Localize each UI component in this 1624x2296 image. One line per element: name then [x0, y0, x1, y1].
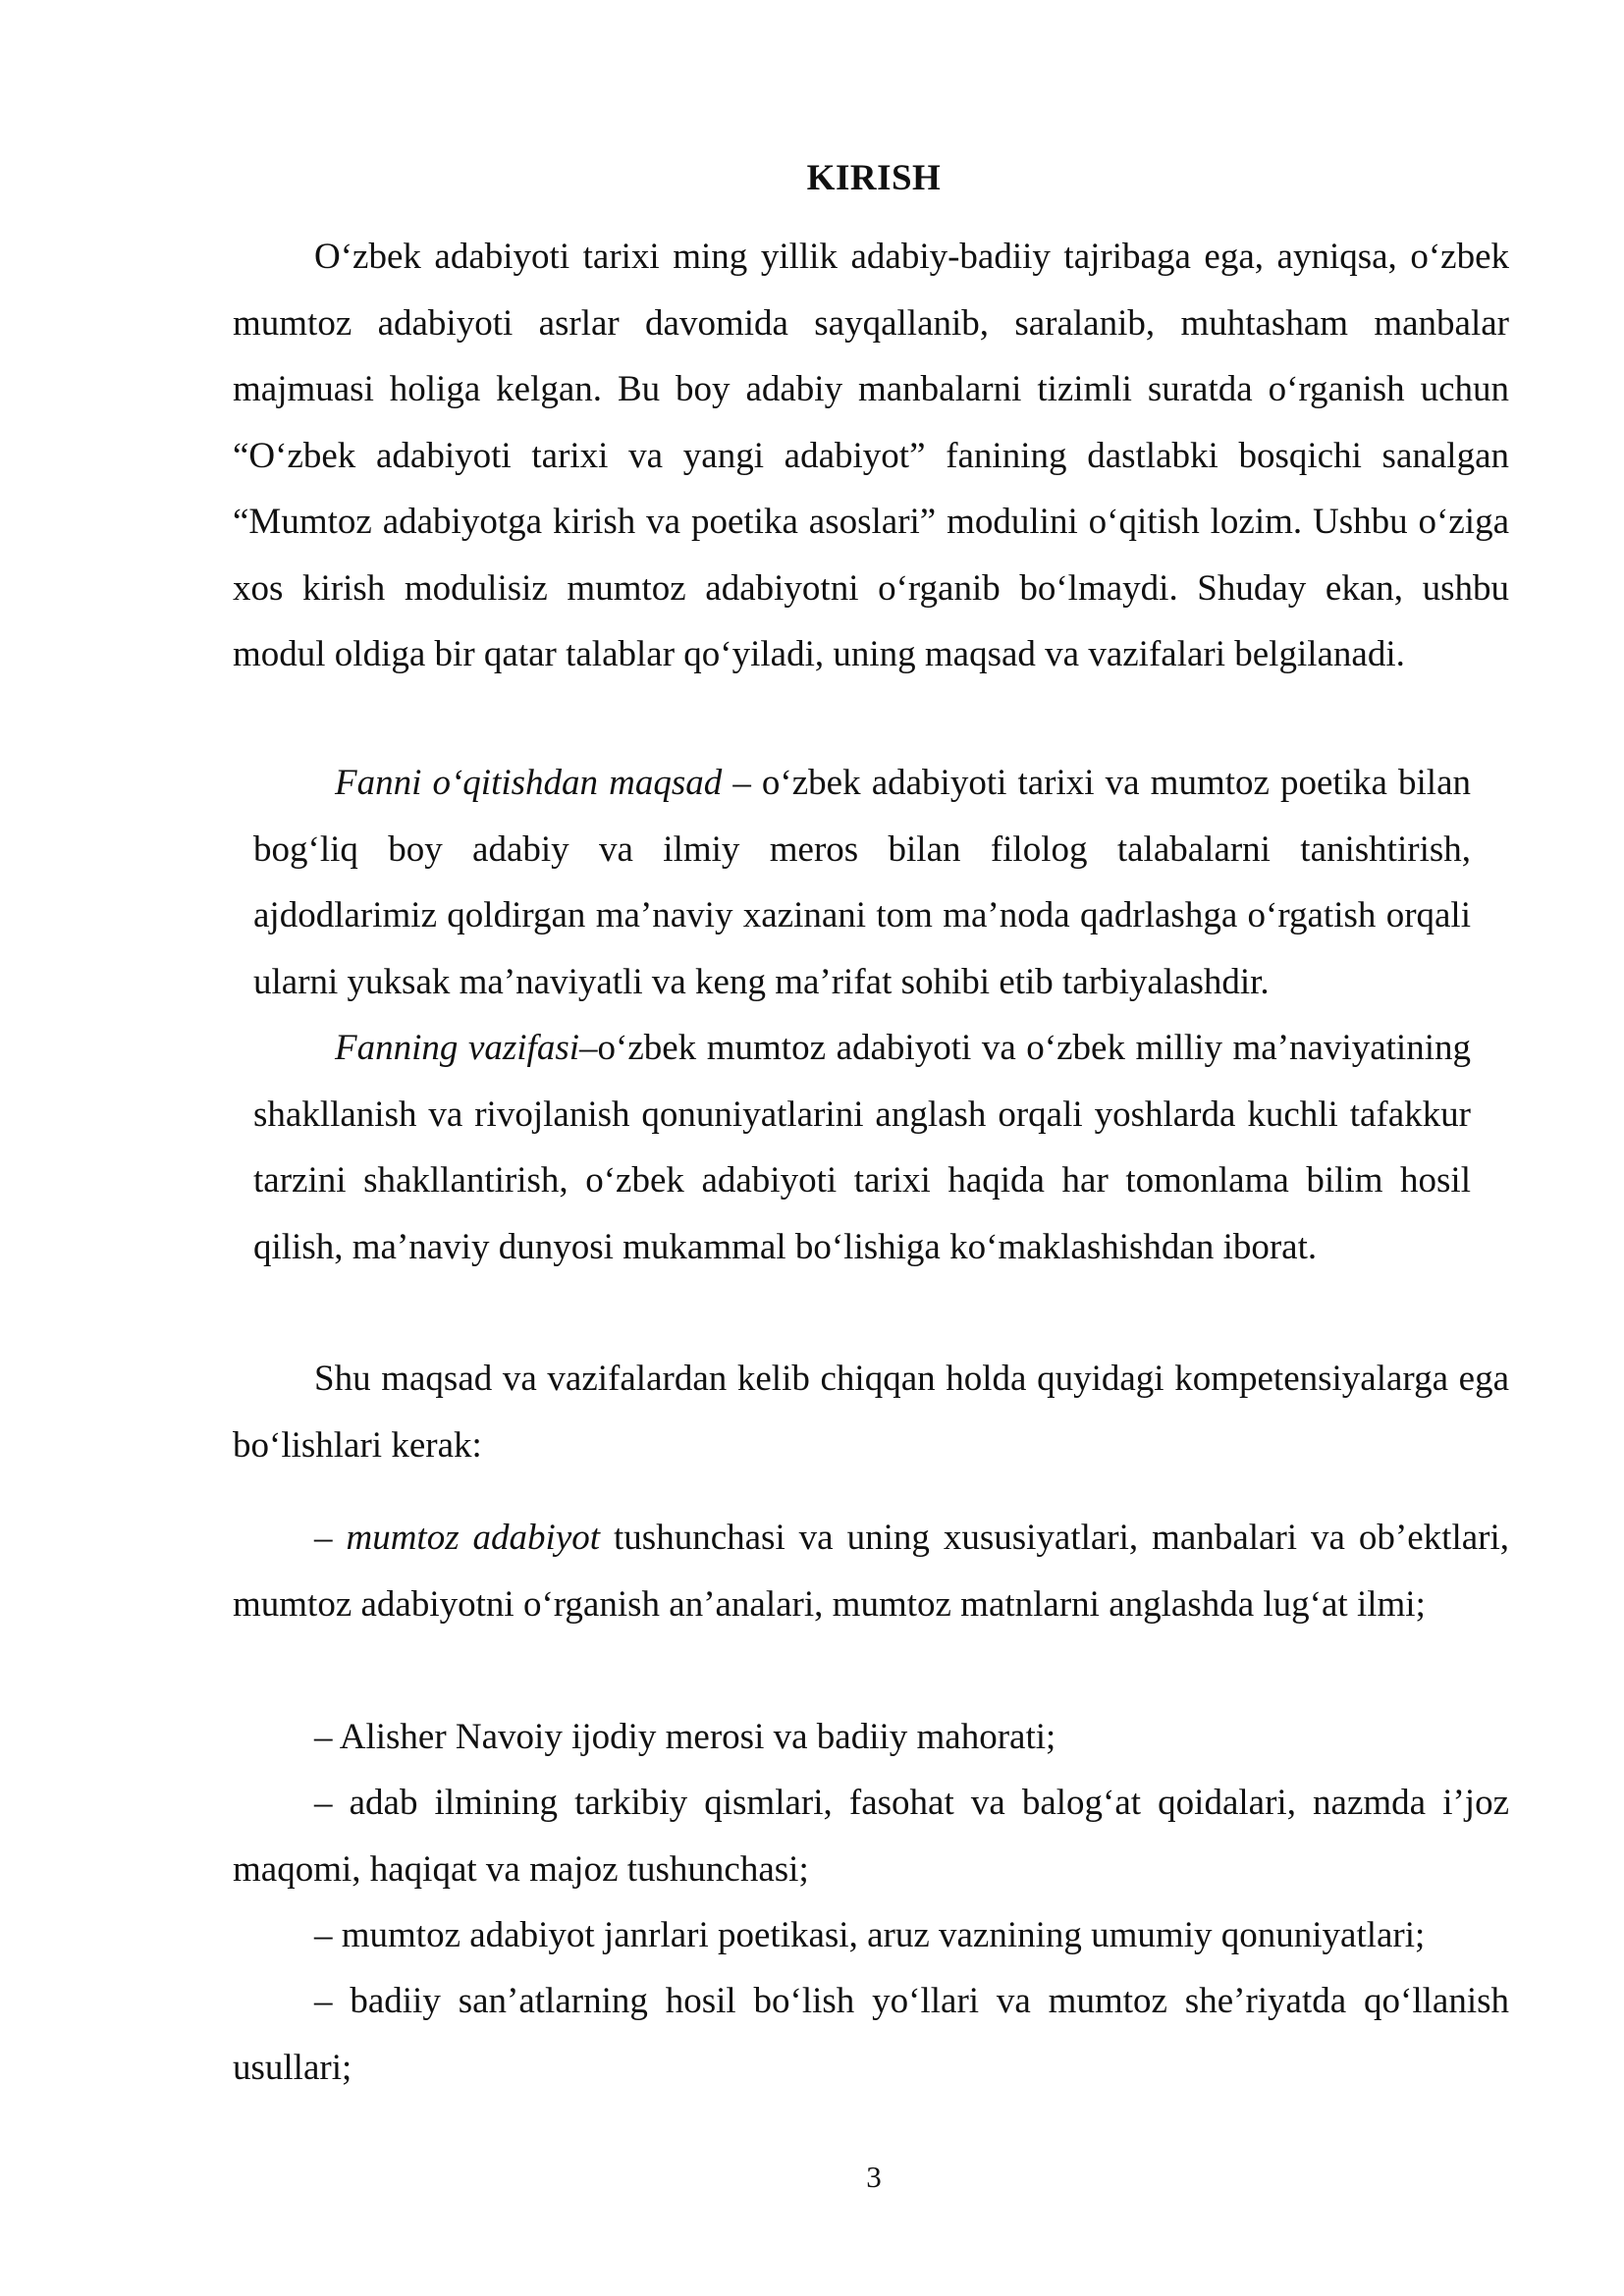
task-paragraph [253, 1015, 1471, 1280]
list-item-text: adab ilmining tarkibiy qismlari, fasohat va balog‘at qoidalari, nazmda i’joz maqomi, haqiqat va majoz tushunchasi; [233, 1783, 1510, 1890]
list-item [233, 1770, 1509, 1902]
list-item-text: Alisher Navoiy ijodiy merosi va badiiy mahorati; [339, 1717, 1056, 1757]
goal-term: Fanni o‘qitishdan maqsad [335, 763, 723, 803]
list-dash: – [314, 1783, 350, 1823]
list-item [233, 1704, 1509, 1771]
list-dash: – [314, 1981, 351, 2021]
page-number: 3 [866, 2160, 882, 2194]
list-item-term: mumtoz adabiyot [346, 1518, 601, 1558]
task-term: Fanning vazifasi [335, 1028, 580, 1068]
task-text: –o‘zbek mumtoz adabiyoti va o‘zbek milliy ma’naviyatining shakllanish va rivojlanish qonuniyatlarini anglash orqali yoshlarda kuchli tafakkur tarzini shakllantirish, o‘zbek adabiyoti tarixi haqida har tomonlama bilim hosil qilish, ma’naviy dunyosi mukammal bo‘lishiga ko‘maklashishdan iborat. [253, 1028, 1471, 1267]
list-item [233, 1902, 1509, 1969]
list-dash: – [314, 1518, 347, 1558]
intro-paragraph: O‘zbek adabiyoti tarixi ming yillik adabiy-badiiy tajribaga ega, ayniqsa, o‘zbek mumtoz adabiyoti asrlar davomida sayqallanib, saralanib, muhtasham manbalar majmuasi holiga kelgan. Bu boy adabiy manbalarni tizimli suratda o‘rganish uchun “O‘zbek adabiyoti tarixi va yangi adabiyot” fanining dastlabki bosqichi sanalgan “Mumtoz adabiyotga kirish va poetika asoslari” modulini o‘qitish lozim. Ushbu o‘ziga xos kirish modulisiz mumtoz adabiyotni o‘rganib bo‘lmaydi. Shuday ekan, ushbu modul oldiga bir qatar talablar qo‘yiladi, uning maqsad va vazifalari belgilanadi. [233, 237, 1509, 674]
goal-text: – o‘zbek adabiyoti tarixi va mumtoz poetika bilan bog‘liq boy adabiy va ilmiy meros bilan filolog talabalarni tanishtirish, ajdodlarimiz qoldirgan ma’naviy xazinani tom ma’noda qadrlashga o‘rgatish orqali ularni yuksak ma’naviyatli va keng ma’rifat sohibi etib tarbiyalashdir. [253, 763, 1471, 1002]
list-item-text: mumtoz adabiyot janrlari poetikasi, aruz vaznining umumiy qonuniyatlari; [341, 1915, 1426, 1955]
list-item [233, 1968, 1509, 2101]
list-item-text: tushunchasi va uning xususiyatlari, manbalari va ob’ektlari, mumtoz adabiyotni o‘rganish an’analari, mumtoz matnlarni anglashda lug‘at ilmi; [233, 1518, 1509, 1625]
competencies-intro: Shu maqsad va vazifalardan kelib chiqqan holda quyidagi kompetensiyalarga ega bo‘lishlari kerak: [233, 1359, 1509, 1466]
goal-paragraph [253, 750, 1471, 1015]
list-item [233, 1505, 1509, 1637]
list-item-text: badiiy san’atlarning hosil bo‘lish yo‘llari va mumtoz she’riyatda qo‘llanish usullari; [233, 1981, 1509, 2088]
list-dash: – [314, 1915, 342, 1955]
list-dash: – [314, 1717, 340, 1757]
section-heading: KIRISH [806, 158, 942, 198]
